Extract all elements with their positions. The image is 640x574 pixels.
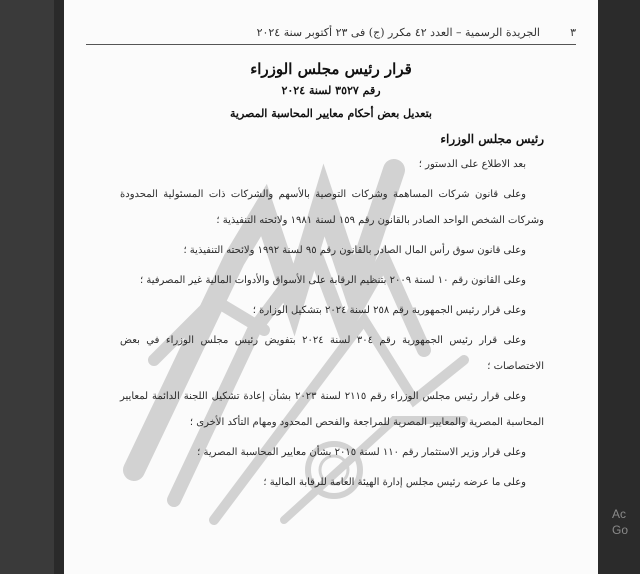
paragraph-companies-law: وعلى قانون شركات المساهمة وشركات التوصية بالأسهم والشركات ذات المسئولية المحدودة وشركات الشخص الواحد الصادر بالقانون رقم ١٥٩ لسنة ١٩٨١ ولائحته التنفيذية ؛ [120,189,544,226]
paragraph-pm-decree-2115: وعلى قرار رئيس مجلس الوزراء رقم ٢١١٥ لسنة ٢٠٢٣ بشأن إعادة تشكيل اللجنة الدائمة لمعايير المحاسبة المصرية والمعايير المصرية للمراجعة والفحص المحدود ومهام التأكد الأخرى ؛ [120,391,544,428]
paragraph-law-10-2009: وعلى القانون رقم ١٠ لسنة ٢٠٠٩ بتنظيم الرقابة على الأسواق والأدوات المالية غير المصرفية ؛ [140,275,526,286]
paragraph-fra-chairman: وعلى ما عرضه رئيس مجلس إدارة الهيئة العامة للرقابة المالية ؛ [263,477,526,488]
right-gutter [598,0,640,574]
decree-subject: بتعديل بعض أحكام معايير المحاسبة المصرية [230,107,432,120]
left-gutter [0,0,64,574]
activation-line-1: Ac [612,507,627,521]
gazette-header [86,22,576,45]
decree-body [120,132,544,500]
paragraph-presidential-decree-258: وعلى قرار رئيس الجمهورية رقم ٢٥٨ لسنة ٢٠٢٤ بتشكيل الوزارة ؛ [252,305,526,316]
activation-line-2: Go [612,523,629,537]
paragraph-capital-market-law: وعلى قانون سوق رأس المال الصادر بالقانون رقم ٩٥ لسنة ١٩٩٢ ولائحته التنفيذية ؛ [183,245,526,256]
activation-watermark-text [612,506,640,546]
decree-title: قرار رئيس مجلس الوزراء [250,60,412,78]
paragraph-preamble: بعد الاطلاع على الدستور ؛ [418,159,526,170]
left-gutter-stripe [54,0,64,574]
page-number: ٣ [570,26,576,39]
paragraph-presidential-decree-304: وعلى قرار رئيس الجمهورية رقم ٣٠٤ لسنة ٢٠٢٤ بتفويض رئيس مجلس الوزراء في بعض الاختصاصات ؛ [120,335,544,372]
decree-number: رقم ٣٥٢٧ لسنة ٢٠٢٤ [281,84,381,97]
issuer-heading: رئيس مجلس الوزراء [440,132,544,146]
paragraph-investment-minister-decree: وعلى قرار وزير الاستثمار رقم ١١٠ لسنة ٢٠١٥ بشأن معايير المحاسبة المصرية ؛ [197,447,526,458]
document-page [64,0,598,574]
header-title: الجريدة الرسمية – العدد ٤٢ مكرر (ج) فى ٢٣ أكتوبر سنة ٢٠٢٤ [256,26,540,39]
